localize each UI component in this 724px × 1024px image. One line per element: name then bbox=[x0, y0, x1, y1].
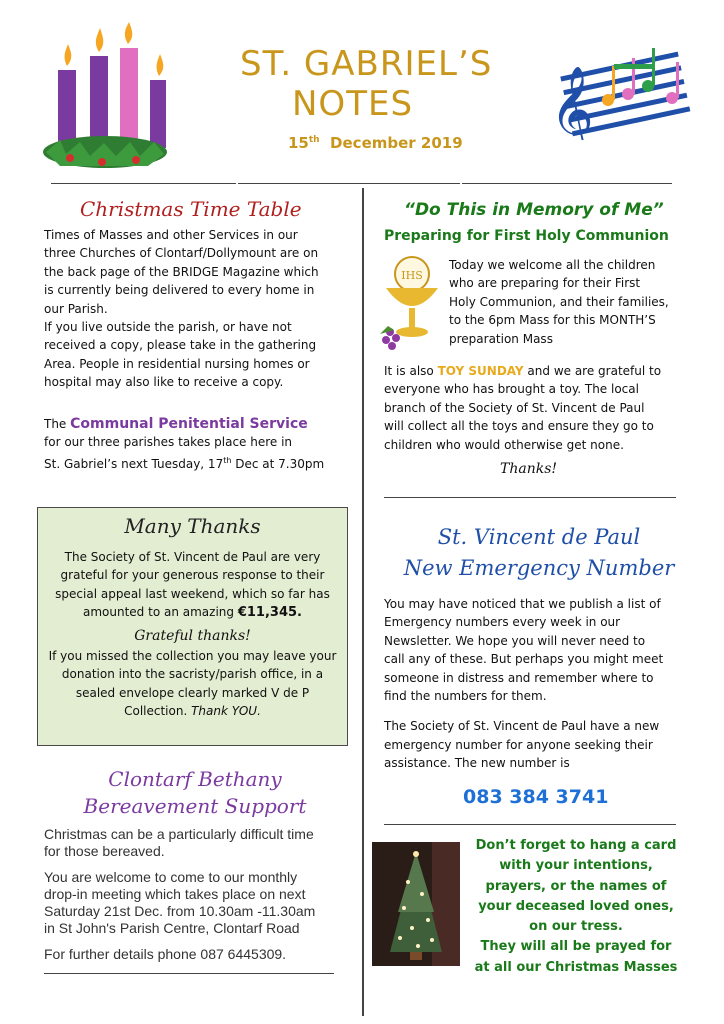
text-line: emergency number for anyone seeking their bbox=[384, 737, 653, 752]
text-line: Times of Masses and other Services in our bbox=[44, 228, 298, 242]
text-fragment: th bbox=[223, 455, 232, 465]
christmas-timetable-heading: Christmas Time Table bbox=[80, 197, 302, 221]
text-line: sealed envelope clearly marked V de P bbox=[75, 685, 310, 700]
heading-line: Clontarf Bethany bbox=[108, 767, 282, 791]
text-line: They will all be prayed for bbox=[480, 939, 672, 955]
communion-subheading: Preparing for First Holy Communion bbox=[384, 228, 669, 244]
text-line: If you live outside the parish, or have not bbox=[44, 320, 292, 335]
text-line: at all our Christmas Masses bbox=[474, 959, 678, 975]
text-line: everyone who has brought a toy. The local bbox=[384, 382, 639, 397]
header-divider-2 bbox=[238, 183, 460, 184]
text-line: Saturday 21st Dec. from 10.30am -11.30am bbox=[44, 903, 316, 919]
communion-heading: “Do This in Memory of Me” bbox=[404, 200, 664, 220]
text-line bbox=[42, 603, 343, 622]
text-line: The Society of St. Vincent de Paul are very bbox=[64, 550, 321, 564]
text-line: in St John's Parish Centre, Clontarf Road bbox=[44, 920, 300, 936]
date-rest: December 2019 bbox=[330, 134, 463, 152]
text-fragment: amounted to an amazing bbox=[83, 605, 238, 620]
heading-line: Bereavement Support bbox=[83, 794, 307, 818]
text-fragment: It is also bbox=[384, 364, 438, 378]
text-line: assistance. The new number is bbox=[384, 756, 570, 771]
text-line: to the 6pm Mass for this MONTH’S bbox=[449, 313, 656, 328]
text-fragment: Thank YOU. bbox=[191, 704, 261, 719]
bethany-heading bbox=[40, 766, 350, 820]
date-suffix: th bbox=[308, 135, 320, 145]
text-line: branch of the Society of St. Vincent de Paul bbox=[384, 400, 645, 415]
svdp-heading bbox=[384, 522, 694, 584]
toy-sunday-text bbox=[384, 362, 696, 454]
text-fragment: and we are grateful to bbox=[523, 364, 662, 378]
text-line: preparation Mass bbox=[449, 331, 553, 346]
text-line: You may have noticed that we publish a list of bbox=[384, 597, 661, 611]
penitential-service-name: Communal Penitential Service bbox=[70, 416, 308, 432]
heading-line: New Emergency Number bbox=[403, 556, 675, 580]
text-line: prayers, or the names of bbox=[485, 878, 667, 894]
text-line: someone in distress and remember where to bbox=[384, 670, 654, 685]
header-divider-3 bbox=[462, 183, 672, 184]
timetable-text bbox=[44, 226, 356, 392]
chalice-label: IHS bbox=[401, 269, 423, 282]
title-line-1: ST. GABRIEL’S bbox=[240, 44, 493, 84]
many-thanks-heading: Many Thanks bbox=[124, 514, 261, 538]
heading-line: St. Vincent de Paul bbox=[437, 525, 641, 549]
text-line bbox=[384, 362, 696, 380]
text-line: hospital may also like to receive a copy. bbox=[44, 375, 284, 390]
text-line: find the numbers for them. bbox=[384, 689, 547, 704]
text-line: special appeal last weekend, which so far has bbox=[55, 586, 330, 601]
text-line: on our tress. bbox=[529, 919, 623, 935]
bethany-text bbox=[44, 826, 354, 963]
text-line: call any of these. But perhaps you might meet bbox=[384, 652, 664, 667]
grateful-thanks: Grateful thanks! bbox=[134, 627, 251, 644]
text-line: received a copy, please take in the gathering bbox=[44, 338, 317, 353]
text-line: Holy Communion, and their families, bbox=[449, 294, 669, 309]
header-divider-1 bbox=[51, 183, 236, 184]
text-line: three Churches of Clontarf/Dollymount are on bbox=[44, 246, 319, 261]
text-fragment: The bbox=[44, 417, 71, 431]
text-line: children who would otherwise get none. bbox=[384, 437, 624, 452]
text-line: the back page of the BRIDGE Magazine which bbox=[44, 264, 319, 279]
toy-sunday-label: TOY SUNDAY bbox=[437, 364, 524, 378]
text-line: Today we welcome all the children bbox=[449, 258, 656, 272]
text-line bbox=[44, 452, 356, 473]
text-fragment: Collection. bbox=[124, 704, 192, 719]
christmas-tree-photo bbox=[372, 842, 460, 966]
text-line: our Parish. bbox=[44, 301, 108, 316]
text-line: with your intentions, bbox=[499, 858, 653, 874]
issue-date bbox=[288, 134, 463, 152]
page-title bbox=[240, 44, 520, 124]
title-line-2: NOTES bbox=[292, 84, 414, 124]
text-line: donation into the sacristy/parish office, in a bbox=[61, 667, 324, 682]
music-notes-image bbox=[548, 38, 696, 140]
text-line: The Society of St. Vincent de Paul have a new bbox=[384, 719, 660, 734]
svdp-text bbox=[384, 595, 696, 773]
text-line: will collect all the toys and ensure they go to bbox=[384, 419, 654, 434]
text-line: is currently being delivered to every home in bbox=[44, 283, 315, 298]
text-line: For further details phone 087 6445309. bbox=[44, 946, 287, 962]
communion-divider bbox=[384, 497, 676, 498]
text-line: drop-in meeting which takes place on next bbox=[44, 886, 306, 902]
svg-text:𝄞: 𝄞 bbox=[550, 66, 594, 140]
text-line: Area. People in residential nursing homes or bbox=[44, 356, 310, 371]
text-line: for those bereaved. bbox=[44, 843, 165, 859]
text-line: grateful for your generous response to their bbox=[60, 568, 325, 583]
many-thanks-text bbox=[42, 548, 343, 721]
svdp-divider bbox=[384, 824, 676, 825]
text-fragment: St. Gabriel’s next Tuesday, 17 bbox=[44, 456, 224, 471]
text-line bbox=[42, 702, 343, 720]
text-fragment: Dec at 7.30pm bbox=[231, 456, 325, 471]
bethany-divider bbox=[44, 973, 334, 974]
card-reminder bbox=[470, 836, 682, 978]
text-line: If you missed the collection you may leave your bbox=[48, 649, 337, 664]
text-line bbox=[44, 415, 356, 433]
penitential-service bbox=[44, 415, 356, 473]
text-line: your deceased loved ones, bbox=[478, 898, 674, 914]
many-thanks-box bbox=[37, 507, 348, 746]
column-divider bbox=[362, 188, 364, 1016]
text-line: Christmas can be a particularly difficult time bbox=[44, 826, 314, 842]
chalice-image bbox=[376, 254, 442, 352]
text-line: Emergency numbers every week in our bbox=[384, 615, 621, 630]
text-line: who are preparing for their First bbox=[449, 276, 641, 291]
text-line: Newsletter. We hope you will never need to bbox=[384, 633, 646, 648]
advent-candles-image bbox=[40, 22, 170, 172]
emergency-phone-number: 083 384 3741 bbox=[463, 786, 609, 808]
text-line: You are welcome to come to our monthly bbox=[44, 869, 298, 885]
amount-raised: €11,345. bbox=[237, 605, 302, 621]
communion-thanks: Thanks! bbox=[500, 461, 558, 477]
text-line: Don’t forget to hang a card bbox=[475, 838, 677, 853]
date-day: 15 bbox=[288, 134, 309, 152]
communion-intro bbox=[449, 256, 689, 348]
text-line: for our three parishes takes place here in bbox=[44, 435, 293, 450]
